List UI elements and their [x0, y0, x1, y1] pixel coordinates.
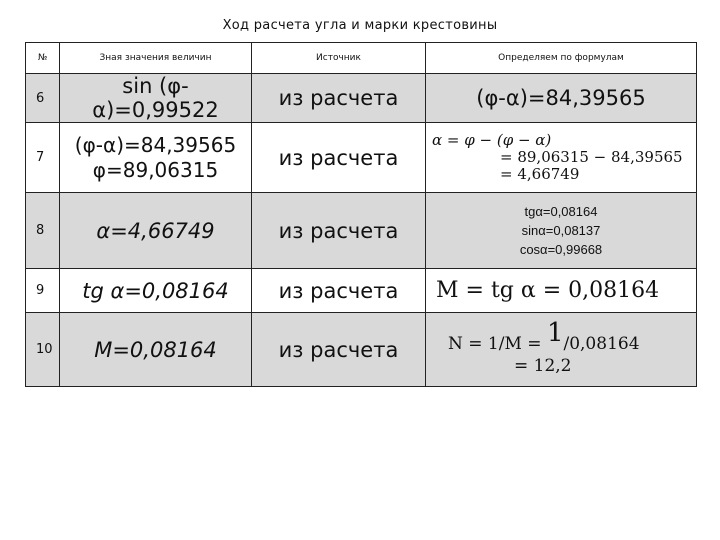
- table-row: [26, 313, 697, 387]
- formula-cell: [426, 193, 697, 269]
- formula-line: [448, 318, 696, 355]
- source-cell: из расчета: [252, 123, 426, 193]
- formula-cell: [426, 313, 697, 387]
- formula-line: = 89,06315 − 84,39565: [500, 148, 683, 166]
- header-source: Источник: [252, 43, 426, 74]
- formula-line: α = φ − (φ − α): [432, 131, 552, 149]
- formula-cell: M = tg α = 0,08164: [426, 269, 697, 313]
- formula-line: tgα=0,08164: [524, 204, 598, 219]
- row-number: 6: [26, 74, 60, 123]
- source-cell: из расчета: [252, 74, 426, 123]
- formula-line: = 12,2: [514, 356, 572, 376]
- source-cell: из расчета: [252, 269, 426, 313]
- row-number: 9: [26, 269, 60, 313]
- known-value-line: (φ-α)=84,39565: [74, 132, 237, 157]
- formula-line: = 4,66749: [500, 165, 580, 183]
- known-value: M=0,08164: [60, 313, 252, 387]
- formula-denominator: /0,08164: [563, 334, 640, 354]
- source-cell: из расчета: [252, 193, 426, 269]
- table-row: [26, 269, 697, 313]
- formula-line: cosα=0,99668: [519, 242, 603, 257]
- header-known-values: Зная значения величин: [60, 43, 252, 74]
- known-value: [60, 74, 252, 123]
- known-value: α=4,66749: [60, 193, 252, 269]
- formula-prefix: N = 1/M =: [448, 334, 542, 354]
- known-value: tg α=0,08164: [60, 269, 252, 313]
- formula-line: sinα=0,08137: [521, 223, 601, 238]
- known-value-line: φ=89,06315: [92, 157, 219, 182]
- table-row: [26, 193, 697, 269]
- known-value: [60, 123, 252, 193]
- table-row: [26, 74, 697, 123]
- table-header-row: [26, 43, 697, 74]
- source-cell: из расчета: [252, 313, 426, 387]
- formula-cell: (φ-α)=84,39565: [426, 74, 697, 123]
- header-formulas: Определяем по формулам: [426, 43, 697, 74]
- calculation-table: [25, 42, 697, 387]
- formula-cell: [426, 123, 697, 193]
- page-title: Ход расчета угла и марки крестовины: [222, 18, 498, 33]
- row-number: 7: [26, 123, 60, 193]
- known-value-text: sin (φ-α)=0,99522: [92, 74, 219, 122]
- header-num: №: [26, 43, 60, 74]
- table-row: [26, 123, 697, 193]
- row-number: 10: [26, 313, 60, 387]
- formula-numerator: 1: [546, 318, 564, 348]
- row-number: 8: [26, 193, 60, 269]
